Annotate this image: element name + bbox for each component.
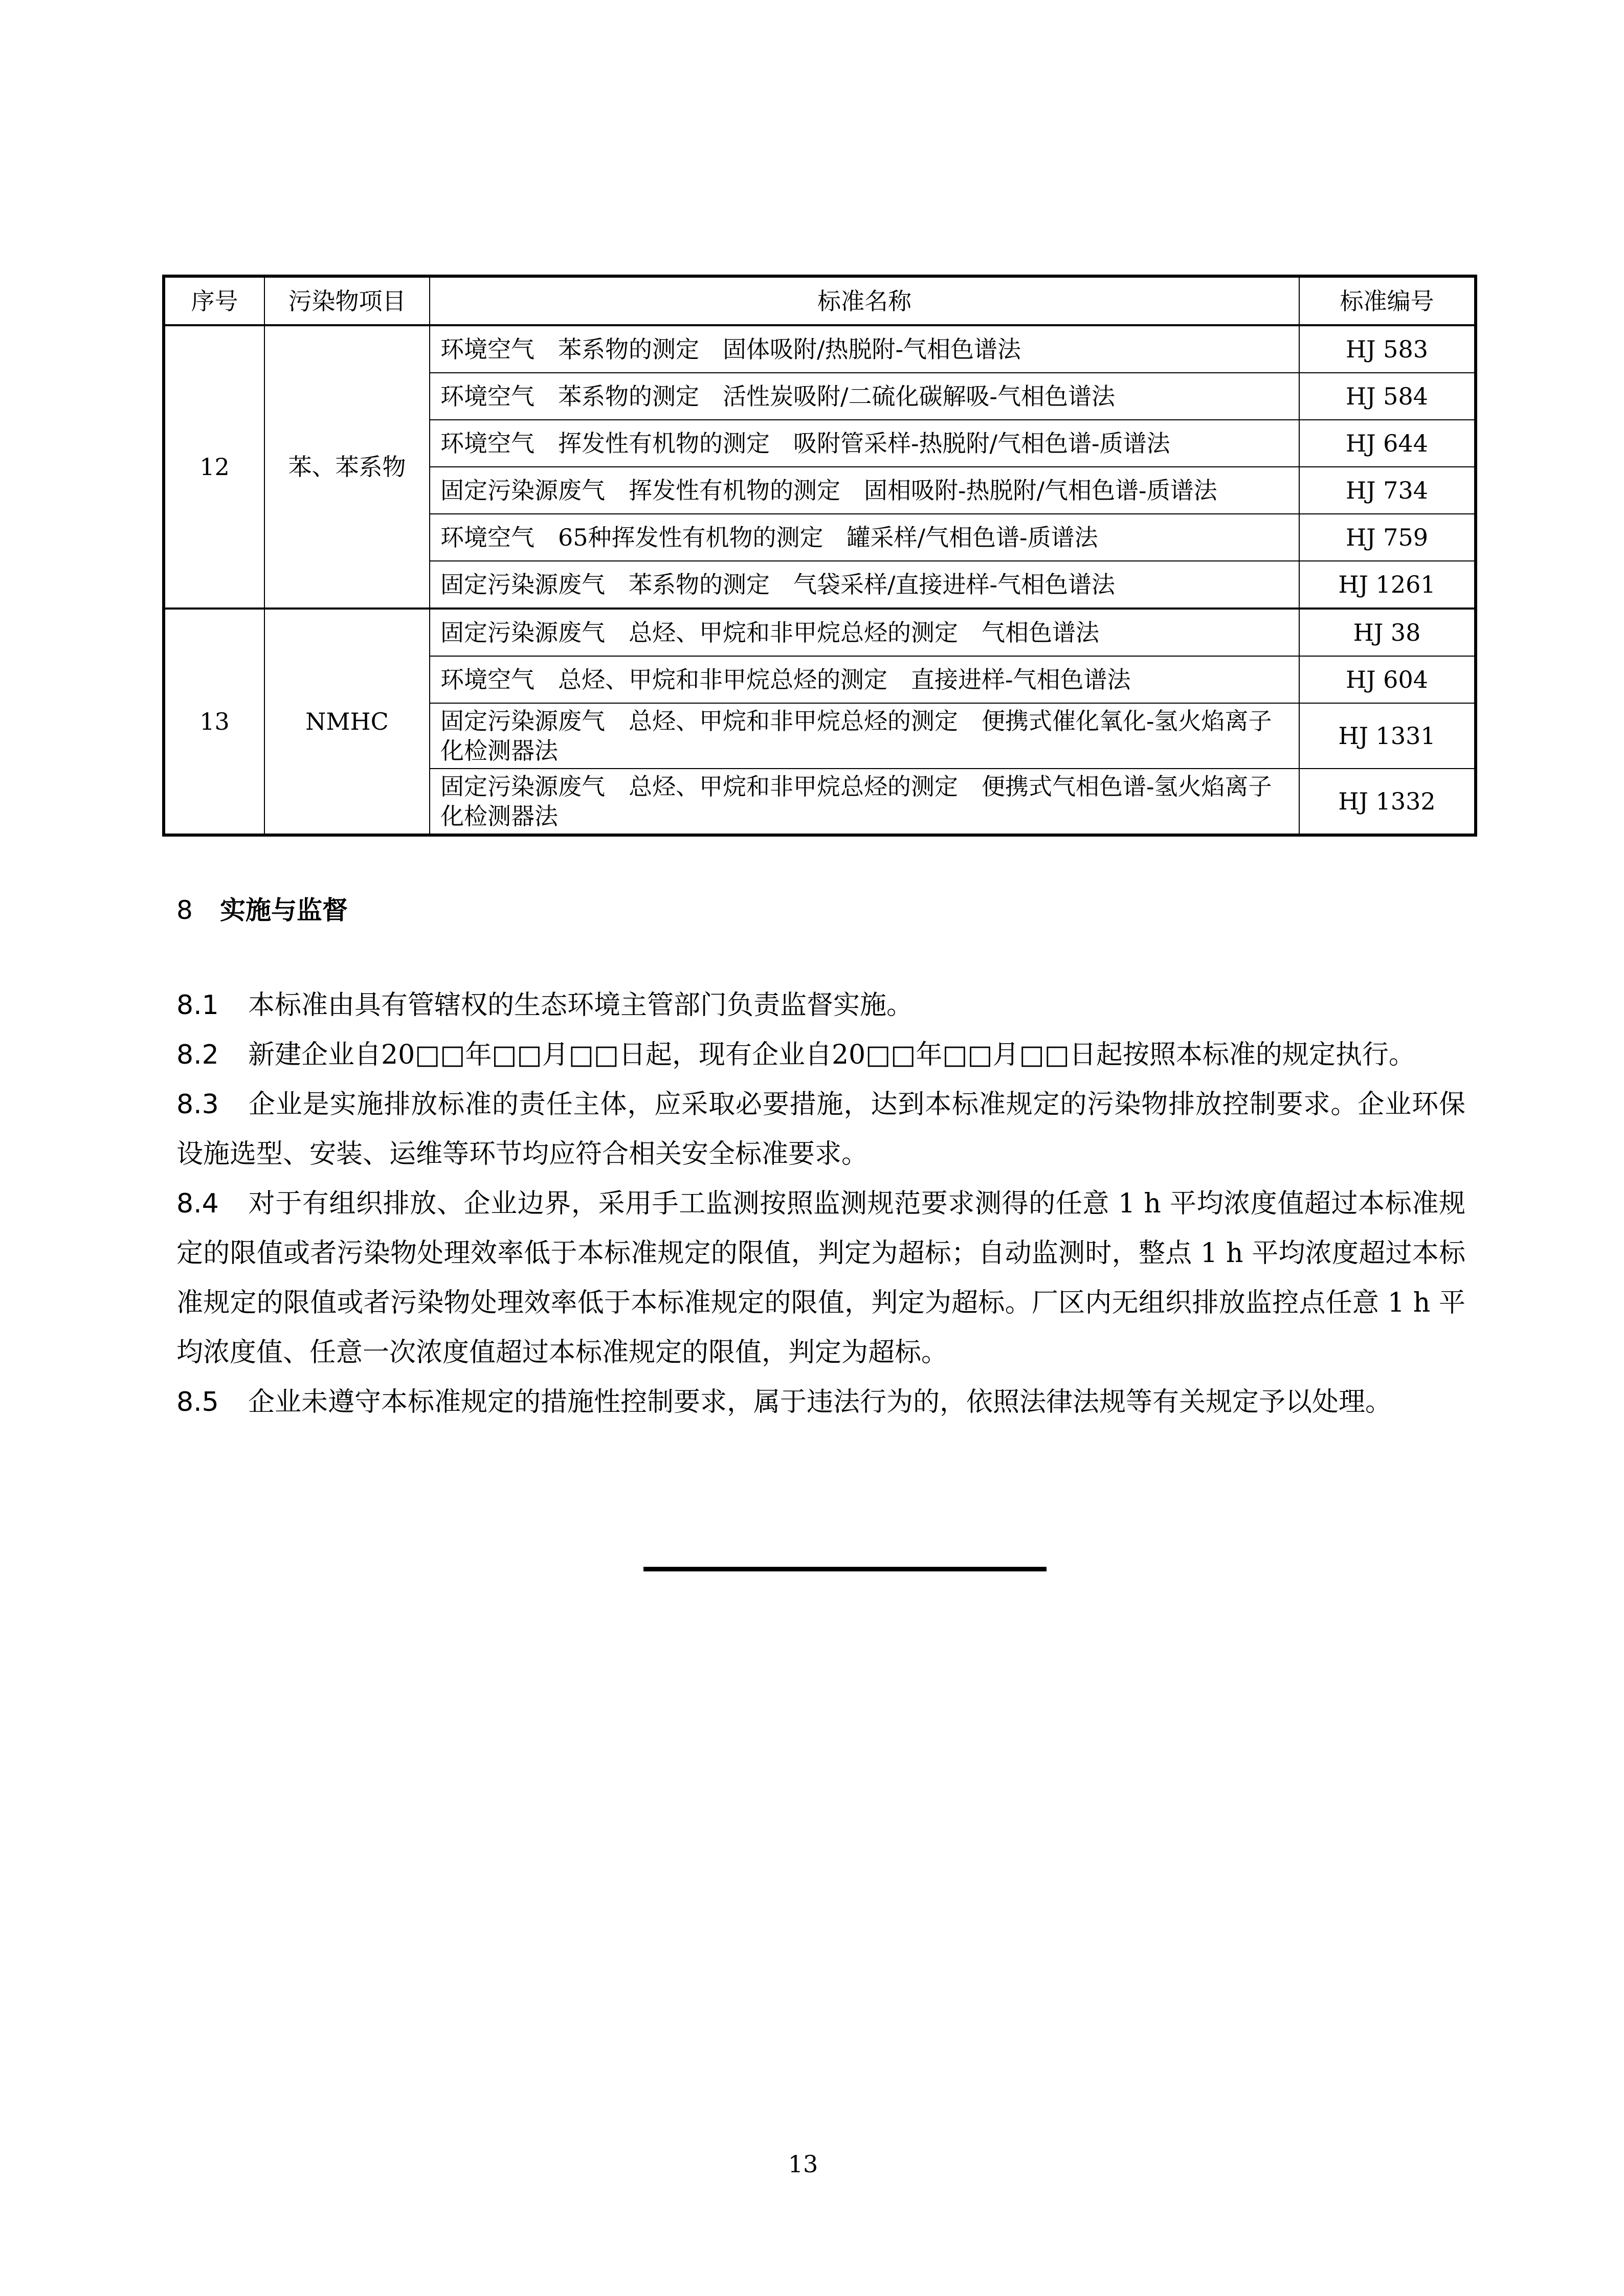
header-pollutant: 污染物项目 — [264, 276, 430, 325]
clause-number: 8.2 — [176, 1040, 219, 1070]
table-row — [164, 609, 1476, 656]
clause — [176, 1378, 1465, 1427]
group-pollutant: NMHC — [264, 609, 430, 835]
standard-code: HJ 1331 — [1299, 703, 1476, 769]
standard-code: HJ 584 — [1299, 373, 1476, 420]
standard-name: 环境空气 总烃、甲烷和非甲烷总烃的测定 直接进样-气相色谱法 — [430, 656, 1299, 703]
standard-name: 环境空气 挥发性有机物的测定 吸附管采样-热脱附/气相色谱-质谱法 — [430, 420, 1299, 467]
section-body — [176, 981, 1465, 1427]
standard-name: 固定污染源废气 苯系物的测定 气袋采样/直接进样-气相色谱法 — [430, 561, 1299, 609]
standard-name: 固定污染源废气 总烃、甲烷和非甲烷总烃的测定 气相色谱法 — [430, 609, 1299, 656]
section-number: 8 — [176, 895, 193, 925]
clause-text: 企业是实施排放标准的责任主体，应采取必要措施，达到本标准规定的污染物排放控制要求。企业环保设施选型、安装、运维等环节均应符合相关安全标准要求。 — [176, 1089, 1465, 1169]
standard-code: HJ 38 — [1299, 609, 1476, 656]
standard-code: HJ 604 — [1299, 656, 1476, 703]
clause-number: 8.4 — [176, 1188, 219, 1219]
standard-code: HJ 644 — [1299, 420, 1476, 467]
standard-code: HJ 583 — [1299, 325, 1476, 373]
standard-name: 环境空气 苯系物的测定 活性炭吸附/二硫化碳解吸-气相色谱法 — [430, 373, 1299, 420]
clause-number: 8.3 — [176, 1089, 219, 1120]
standards-table — [162, 275, 1477, 837]
clause-number: 8.1 — [176, 990, 219, 1021]
header-standard-name: 标准名称 — [430, 276, 1299, 325]
standard-code: HJ 1261 — [1299, 561, 1476, 609]
clause — [176, 1080, 1465, 1179]
header-standard-code: 标准编号 — [1299, 276, 1476, 325]
clause — [176, 1030, 1465, 1080]
clause-number: 8.5 — [176, 1387, 219, 1417]
clause-text: 企业未遵守本标准规定的措施性控制要求，属于违法行为的，依照法律法规等有关规定予以处理。 — [248, 1387, 1392, 1417]
standard-name: 固定污染源废气 挥发性有机物的测定 固相吸附-热脱附/气相色谱-质谱法 — [430, 467, 1299, 514]
clause — [176, 981, 1465, 1030]
section-title: 实施与监督 — [220, 895, 348, 925]
section-heading — [176, 890, 348, 927]
clause-text: 本标准由具有管辖权的生态环境主管部门负责监督实施。 — [248, 990, 914, 1021]
clause — [176, 1179, 1465, 1378]
standard-code: HJ 734 — [1299, 467, 1476, 514]
standard-name: 固定污染源废气 总烃、甲烷和非甲烷总烃的测定 便携式催化氧化-氢火焰离子化检测器法 — [430, 703, 1299, 769]
standard-code: HJ 759 — [1299, 514, 1476, 561]
header-no: 序号 — [164, 276, 264, 325]
clause-text: 新建企业自20□□年□□月□□日起，现有企业自20□□年□□月□□日起按照本标准的规定执行。 — [248, 1040, 1415, 1070]
group-no: 13 — [164, 609, 264, 835]
clause-text: 对于有组织排放、企业边界，采用手工监测按照监测规范要求测得的任意 1 h 平均浓度值超过本标准规定的限值或者污染物处理效率低于本标准规定的限值，判定为超标；自动监测时，整点 1 h 平均浓度超过本标准规定的限值或者污染物处理效率低于本标准规定的限值，判定为超标。厂区内无组织排放监控点任意 1 h 平均浓度值、任意一次浓度值超过本标准规定的限值，判定为超标。 — [176, 1188, 1465, 1368]
standard-name: 环境空气 65种挥发性有机物的测定 罐采样/气相色谱-质谱法 — [430, 514, 1299, 561]
group-no: 12 — [164, 325, 264, 609]
standard-code: HJ 1332 — [1299, 769, 1476, 835]
standard-name: 固定污染源废气 总烃、甲烷和非甲烷总烃的测定 便携式气相色谱-氢火焰离子化检测器法 — [430, 769, 1299, 835]
end-rule — [643, 1567, 1047, 1571]
table-header-row — [164, 276, 1476, 325]
table-row — [164, 325, 1476, 373]
group-pollutant: 苯、苯系物 — [264, 325, 430, 609]
page-number: 13 — [788, 2150, 818, 2178]
standard-name: 环境空气 苯系物的测定 固体吸附/热脱附-气相色谱法 — [430, 325, 1299, 373]
